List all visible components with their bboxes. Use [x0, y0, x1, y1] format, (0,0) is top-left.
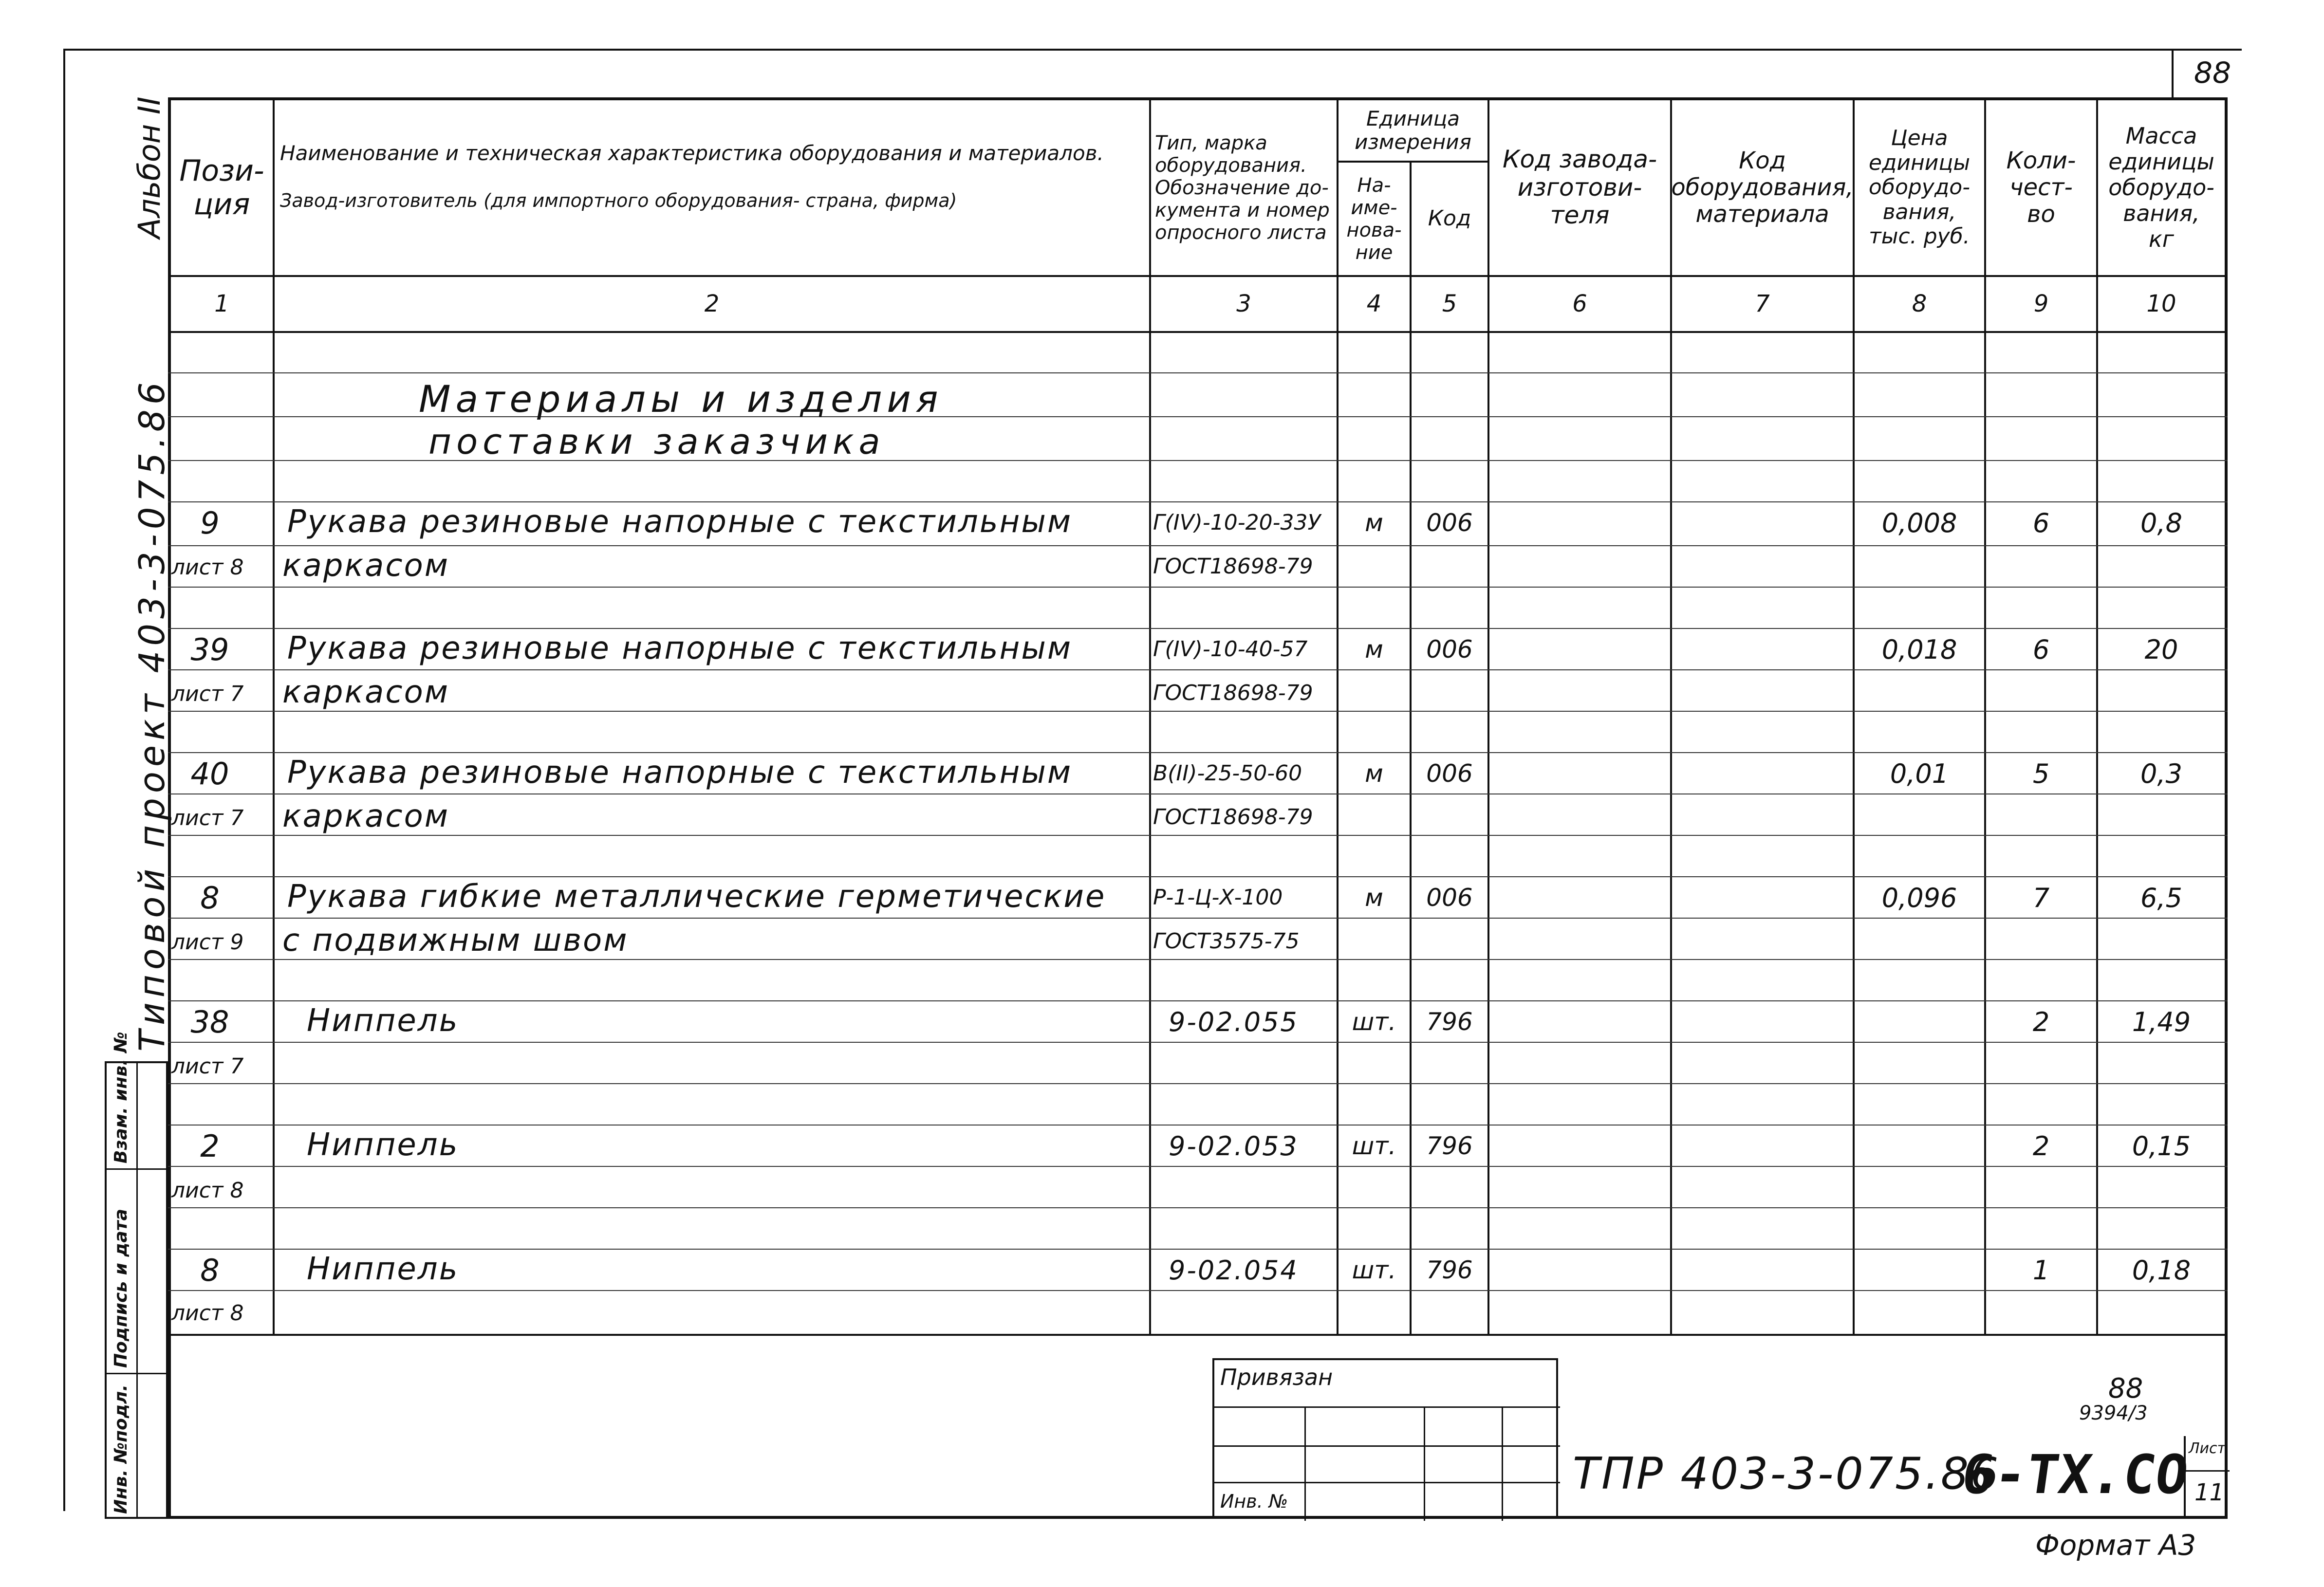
inv-no-label: Инв. № [1220, 1491, 1288, 1512]
row-mass: 0,3 [2140, 758, 2182, 789]
colnum-5: 5 [1442, 290, 1457, 317]
row-line [168, 835, 2228, 836]
row-mass: 0,18 [2132, 1255, 2191, 1286]
row-type-line1: Г(IV)-10-20-33У [1153, 510, 1321, 535]
row-line [168, 372, 2228, 373]
row-name-line2: с подвижным швом [282, 923, 629, 959]
row-line [168, 1083, 2228, 1084]
row-line [168, 1000, 2228, 1001]
section-title-line2: поставки заказчика [428, 421, 885, 462]
row-position: 40 [190, 756, 229, 792]
row-price: 0,096 [1881, 882, 1957, 913]
row-quantity: 1 [2032, 1255, 2050, 1286]
privyazan-label: Привязан [1220, 1364, 1333, 1390]
header-name-line1: Наименование и техническая характеристика оборудования и материалов. [280, 141, 1104, 165]
row-sheet: лист 8 [171, 555, 244, 580]
header-maker-code: Код завода- изготови- теля [1502, 145, 1657, 230]
stamp-inv-label: Инв. №подл. [111, 1384, 131, 1514]
row-quantity: 5 [2032, 758, 2050, 789]
row-type-line2: ГОСТ18698-79 [1153, 805, 1313, 830]
row-unit: м [1365, 509, 1383, 537]
list-value: 11 [2194, 1479, 2225, 1506]
row-unit-code: 006 [1426, 509, 1473, 537]
row-sheet: лист 7 [171, 806, 244, 830]
privyazan-stamp [1212, 1358, 1558, 1519]
row-unit-code: 006 [1426, 759, 1473, 788]
row-line [168, 545, 2228, 546]
stamp-vline [1424, 1406, 1425, 1521]
row-unit: м [1365, 635, 1383, 664]
colnum-6: 6 [1572, 290, 1587, 317]
table-body-bottom [168, 1334, 2228, 1336]
stamp-sign-label: Подпись и дата [111, 1209, 131, 1368]
header-unit-name: На- име- нова- ние [1346, 174, 1402, 264]
row-line [168, 959, 2228, 960]
row-line [168, 1249, 2228, 1250]
row-position: 9 [200, 505, 220, 541]
row-sheet: лист 8 [171, 1301, 244, 1326]
row-unit: шт. [1352, 1256, 1396, 1285]
row-price: 0,018 [1881, 634, 1957, 665]
row-quantity: 6 [2032, 507, 2050, 538]
row-price: 0,008 [1881, 507, 1957, 538]
stamp-line [1214, 1445, 1560, 1447]
header-mass: Масса единицы оборудо- вания, кг [2108, 123, 2214, 252]
left-stamp-divider [136, 1061, 138, 1519]
row-position: 38 [190, 1004, 229, 1040]
row-line [168, 1290, 2228, 1291]
row-unit: шт. [1352, 1008, 1396, 1036]
doc-code: ТПР 403-3-075.86 [1573, 1448, 2001, 1499]
header-price: Цена единицы оборудо- вания, тыс. руб. [1868, 126, 1971, 249]
row-quantity: 2 [2032, 1130, 2050, 1162]
colnum-1: 1 [214, 290, 229, 317]
row-unit: шт. [1352, 1132, 1396, 1161]
row-name-line1: Рукава гибкие металлические герметические [287, 879, 1106, 915]
doc-mark: 6-ТХ.СО [1958, 1443, 2193, 1506]
row-mass: 0,15 [2132, 1130, 2191, 1162]
row-type-line1: Р-1-Ц-Х-100 [1153, 885, 1283, 910]
row-line [168, 1207, 2228, 1208]
list-label: Лист [2189, 1440, 2226, 1457]
list-box-line [2186, 1470, 2230, 1472]
row-type-line1: В(II)-25-50-60 [1153, 761, 1302, 786]
row-name-line1: Рукава резиновые напорные с текстильным [287, 504, 1073, 540]
row-type-line1: Г(IV)-10-40-57 [1153, 637, 1308, 662]
row-line [168, 1125, 2228, 1126]
row-line [168, 587, 2228, 588]
row-sheet: лист 9 [171, 930, 244, 955]
colnum-2: 2 [704, 290, 720, 317]
sheet-number-box [2172, 49, 2251, 97]
row-name-line1: Ниппель [307, 1127, 459, 1163]
row-name-line2: каркасом [282, 798, 449, 834]
left-stamp-sep1 [105, 1168, 168, 1170]
row-type-line1: 9-02.053 [1169, 1131, 1299, 1162]
row-name-line2: каркасом [282, 548, 449, 584]
colnum-8: 8 [1912, 290, 1927, 317]
row-sheet: лист 7 [171, 1054, 244, 1079]
colnum-3: 3 [1236, 290, 1251, 317]
row-unit-code: 796 [1426, 1132, 1473, 1161]
row-mass: 1,49 [2132, 1006, 2191, 1037]
row-unit: м [1365, 759, 1383, 788]
list-box [2184, 1436, 2230, 1519]
stamp-line [1214, 1482, 1560, 1483]
row-line [168, 1042, 2228, 1043]
row-unit-code: 796 [1426, 1008, 1473, 1036]
colnum-7: 7 [1755, 290, 1770, 317]
row-quantity: 7 [2032, 882, 2050, 913]
stamp-replace-label: Взам. инв. № [111, 1032, 131, 1163]
row-mass: 0,8 [2140, 507, 2182, 538]
header-quantity: Коли- чест- во [2006, 147, 2076, 228]
header-type: Тип, марка оборудования. Обозначение до- кумента и номер опросного листа [1155, 131, 1330, 244]
row-price: 0,01 [1890, 758, 1949, 789]
section-title-line1: Материалы и изделия [419, 377, 943, 421]
left-stamp-sep2 [105, 1373, 168, 1374]
row-mass: 20 [2144, 634, 2178, 665]
row-unit-code: 006 [1426, 884, 1473, 912]
header-unit-group: Единица измерения [1355, 106, 1471, 154]
row-type-line2: ГОСТ18698-79 [1153, 681, 1313, 705]
header-equipment-code: Код оборудования, материала [1671, 147, 1854, 228]
row-mass: 6,5 [2140, 882, 2182, 913]
row-position: 8 [200, 880, 220, 916]
row-name-line1: Рукава резиновые напорные с текстильным [287, 630, 1073, 666]
colnum-10: 10 [2146, 290, 2176, 317]
header-name-line2: Завод-изготовитель (для импортного оборудования- страна, фирма) [280, 190, 957, 211]
row-position: 39 [190, 632, 229, 668]
row-type-line2: ГОСТ3575-75 [1153, 929, 1300, 954]
row-name-line1: Ниппель [307, 1003, 459, 1039]
row-type-line1: 9-02.055 [1169, 1007, 1299, 1037]
header-unit-code: Код [1428, 206, 1471, 231]
sheet-number-top: 88 [2194, 55, 2231, 90]
row-name-line1: Ниппель [307, 1251, 459, 1287]
row-name-line2: каркасом [282, 674, 449, 710]
row-type-line1: 9-02.054 [1169, 1255, 1299, 1286]
album-label: Альбон II [131, 96, 167, 239]
stamp-vline [1502, 1406, 1503, 1521]
stamp-line [1214, 1406, 1560, 1408]
row-position: 8 [200, 1253, 220, 1289]
colnum-4: 4 [1366, 290, 1382, 317]
row-line [168, 711, 2228, 712]
row-sheet: лист 7 [171, 682, 244, 706]
format-label: Формат А3 [2035, 1529, 2196, 1562]
row-position: 2 [200, 1128, 220, 1164]
row-line [168, 1166, 2228, 1167]
note-sub: 9394/3 [2079, 1402, 2148, 1424]
row-type-line2: ГОСТ18698-79 [1153, 554, 1313, 579]
colnum-bottom-line [168, 331, 2228, 333]
row-quantity: 6 [2032, 634, 2050, 665]
row-unit: м [1365, 884, 1383, 912]
header-position: Пози- ция [179, 153, 264, 221]
row-unit-code: 006 [1426, 635, 1473, 664]
row-name-line1: Рукава резиновые напорные с текстильным [287, 755, 1073, 791]
row-unit-code: 796 [1426, 1256, 1473, 1285]
stamp-vline [1304, 1406, 1306, 1521]
project-label: Типовой проект 403-3-075.86 [131, 377, 172, 1052]
row-sheet: лист 8 [171, 1178, 244, 1203]
colnum-9: 9 [2033, 290, 2049, 317]
note-top: 88 [2108, 1373, 2143, 1404]
row-quantity: 2 [2032, 1006, 2050, 1037]
